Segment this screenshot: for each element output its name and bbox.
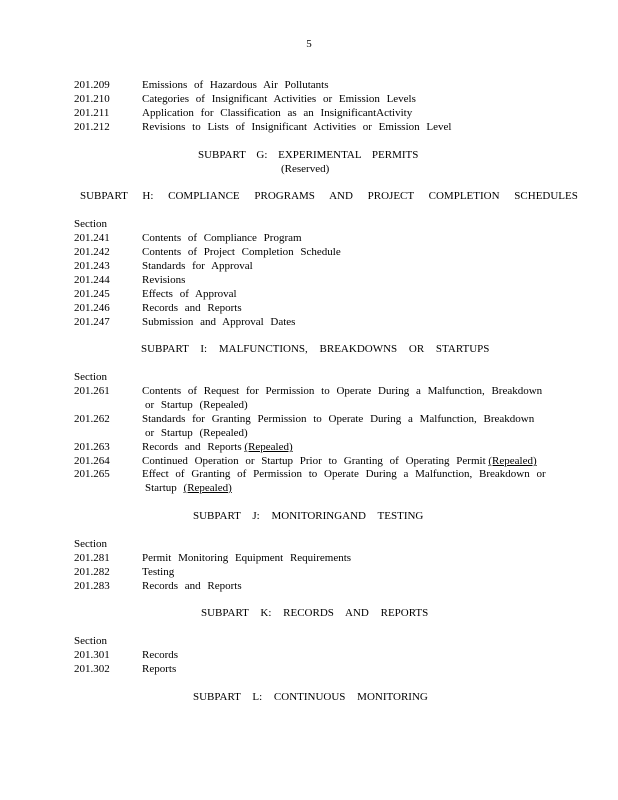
section-number: 201.211 (74, 107, 110, 119)
section-entry (74, 92, 416, 106)
section-number: 201.209 (74, 79, 110, 91)
section-title: Submission and Approval Dates (142, 316, 296, 328)
section-number: 201.241 (74, 232, 110, 244)
section-entry (74, 106, 412, 120)
subpart-j-heading: SUBPART J: MONITORINGAND TESTING (193, 510, 424, 522)
section-entry (74, 273, 185, 287)
section-number: 201.244 (74, 274, 110, 286)
repealed-tag: (Repealed) (488, 455, 537, 467)
subpart-g-note: (Reserved) (281, 163, 330, 175)
section-title: Categories of Insignificant Activities or Emission Levels (142, 93, 416, 105)
section-entry (74, 120, 451, 134)
section-title: Records and Reports (142, 580, 242, 592)
section-number: 201.212 (74, 121, 110, 133)
section-title: Standards for Granting Permission to Operate During a Malfunction, Breakdown (142, 413, 535, 425)
repealed-tag: (Repealed) (199, 427, 248, 439)
repealed-tag: (Repealed) (244, 441, 293, 453)
section-title: Records (142, 649, 179, 661)
section-title: Revisions to Lists of Insignificant Activities or Emission Level (142, 121, 452, 133)
section-entry (74, 412, 534, 426)
section-number: 201.283 (74, 580, 110, 592)
section-entry (74, 301, 242, 315)
section-title-continuation (145, 398, 248, 412)
section-entry (74, 579, 242, 593)
section-title: Continued Operation or Startup Prior to Granting of Operating Permit (142, 455, 486, 467)
section-title: Emissions of Hazardous Air Pollutants (142, 79, 329, 91)
subpart-h-heading: SUBPART H: COMPLIANCE PROGRAMS AND PROJECT COMPLETION SCHEDULES (80, 190, 578, 202)
section-entry (74, 565, 174, 579)
section-entry (74, 648, 178, 662)
section-number: 201.246 (74, 302, 110, 314)
section-title: Revisions (142, 274, 186, 286)
section-title: Contents of Project Completion Schedule (142, 246, 341, 258)
section-title: Effects of Approval (142, 288, 237, 300)
section-number: 201.281 (74, 552, 110, 564)
section-entry (74, 315, 295, 329)
section-title: Contents of Request for Permission to Operate During a Malfunction, Breakdown (142, 385, 543, 397)
page-number: 5 (306, 38, 312, 50)
section-label: Section (74, 635, 107, 647)
section-entry (74, 245, 341, 259)
section-number: 201.265 (74, 468, 110, 480)
section-title: Standards for Approval (142, 260, 253, 272)
section-entry (74, 231, 302, 245)
section-title: Records and Reports (142, 302, 242, 314)
section-number: 201.282 (74, 566, 110, 578)
section-number: 201.261 (74, 385, 110, 397)
section-number: 201.242 (74, 246, 110, 258)
section-title: Testing (142, 566, 175, 578)
section-entry (74, 662, 176, 676)
section-title: or Startup (145, 399, 193, 411)
section-title-continuation (145, 426, 248, 440)
subpart-g-heading: SUBPART G: EXPERIMENTAL PERMITS (198, 149, 419, 161)
section-label: Section (74, 218, 107, 230)
section-number: 201.301 (74, 649, 110, 661)
section-label: Section (74, 371, 107, 383)
repealed-tag: (Repealed) (199, 399, 248, 411)
section-title: Permit Monitoring Equipment Requirements (142, 552, 352, 564)
section-title: Contents of Compliance Program (142, 232, 302, 244)
section-entry (74, 259, 253, 273)
subpart-l-heading: SUBPART L: CONTINUOUS MONITORING (193, 691, 428, 703)
section-number: 201.247 (74, 316, 110, 328)
section-title: Reports (142, 663, 177, 675)
section-entry (74, 440, 293, 454)
section-title: Records and Reports (142, 441, 242, 453)
repealed-tag: (Repealed) (183, 482, 232, 494)
subpart-k-heading: SUBPART K: RECORDS AND REPORTS (201, 607, 429, 619)
section-title-continuation (145, 481, 232, 495)
section-title: Startup (145, 482, 177, 494)
section-number: 201.302 (74, 663, 110, 675)
section-entry (74, 78, 329, 92)
section-number: 201.243 (74, 260, 110, 272)
section-number: 201.263 (74, 441, 110, 453)
section-title: Application for Classification as an InsignificantActivity (142, 107, 413, 119)
section-title: or Startup (145, 427, 193, 439)
section-title: Effect of Granting of Permission to Operate During a Malfunction, Breakdown or (142, 468, 546, 480)
section-label: Section (74, 538, 107, 550)
section-entry (74, 551, 351, 565)
section-number: 201.262 (74, 413, 110, 425)
section-number: 201.245 (74, 288, 110, 300)
section-entry (74, 287, 237, 301)
section-entry (74, 384, 542, 398)
subpart-i-heading: SUBPART I: MALFUNCTIONS, BREAKDOWNS OR STARTUPS (141, 343, 490, 355)
section-entry (74, 454, 537, 468)
section-number: 201.264 (74, 455, 110, 467)
section-entry (74, 467, 546, 481)
section-number: 201.210 (74, 93, 110, 105)
